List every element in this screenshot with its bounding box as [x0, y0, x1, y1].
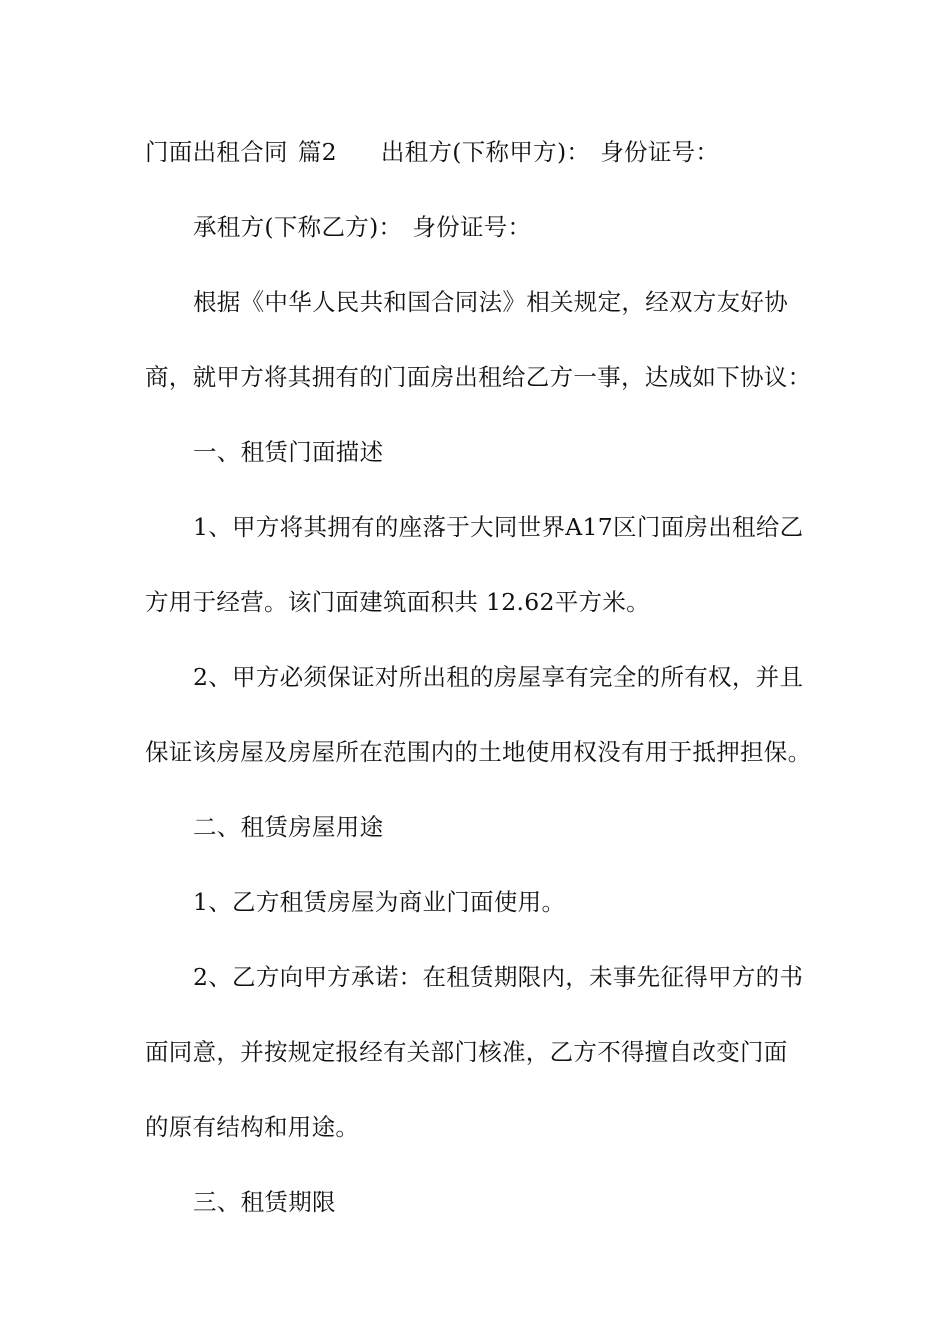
lessee-line: [193, 211, 531, 243]
section-heading: 一、租赁门面描述: [193, 438, 384, 466]
section-heading: 二、租赁房屋用途: [193, 813, 384, 841]
lessor-label: 出租方(下称甲方)：: [380, 138, 591, 166]
paragraph-line: 方用于经营。该门面建筑面积共 12.62平方米。: [145, 588, 650, 616]
lessee-id-label: 身份证号：: [412, 213, 532, 241]
paragraph-line: 2、乙方向甲方承诺：在租赁期限内，未事先征得甲方的书: [193, 963, 804, 991]
paragraph-line: 面同意，并按规定报经有关部门核准，乙方不得擅自改变门面: [145, 1038, 788, 1066]
section-heading: 三、租赁期限: [193, 1188, 336, 1216]
section-label: 篇2: [297, 138, 337, 166]
header-line: [145, 136, 719, 168]
paragraph-line: 保证该房屋及房屋所在范围内的土地使用权没有用于抵押担保。: [145, 738, 812, 766]
lessor-id-label: 身份证号：: [600, 138, 720, 166]
paragraph-line: 2、甲方必须保证对所出租的房屋享有完全的所有权，并且: [193, 663, 804, 691]
paragraph-line: 根据《中华人民共和国合同法》相关规定，经双方友好协: [193, 288, 788, 316]
paragraph-line: 的原有结构和用途。: [145, 1113, 360, 1141]
paragraph-line: 商，就甲方将其拥有的门面房出租给乙方一事，达成如下协议：: [145, 363, 812, 391]
paragraph-line: 1、乙方租赁房屋为商业门面使用。: [193, 888, 566, 916]
lessee-label: 承租方(下称乙方)：: [193, 213, 403, 241]
paragraph-line: 1、甲方将其拥有的座落于大同世界A17区门面房出租给乙: [193, 513, 804, 541]
document-title: 门面出租合同: [145, 138, 288, 166]
